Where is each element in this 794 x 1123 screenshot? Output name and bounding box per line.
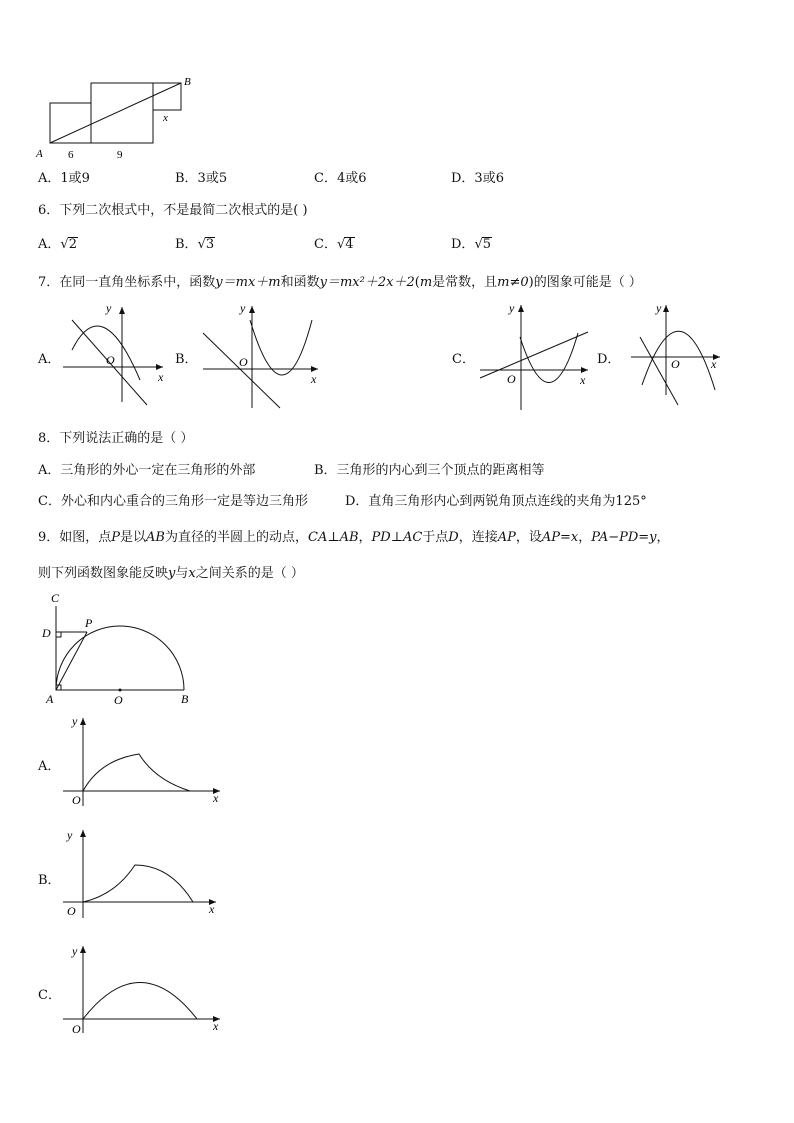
q7-a-y-label: y	[106, 301, 112, 315]
q9-stem-text: ，设	[515, 530, 542, 545]
q9-label-a: A	[46, 692, 54, 706]
q8-option-c[interactable]: C．外心和内心重合的三角形一定是等边三角形	[38, 494, 308, 509]
q6-option-b-radicand: 3	[205, 237, 215, 252]
q8-option-b[interactable]: B．三角形的内心到三个顶点的距离相等	[314, 463, 545, 478]
q7-stem-var-m: m	[419, 275, 433, 290]
q9-b-y-label: y	[67, 828, 73, 842]
q9-stem-text: 与	[175, 566, 189, 581]
q9-label-b: B	[181, 692, 189, 706]
q6-option-a-radicand: 2	[68, 237, 77, 252]
radical-sign-icon: √	[474, 237, 483, 252]
q7-stem-part: )的图象可能是（ ）	[528, 275, 642, 290]
q9-stem-text: ，	[656, 530, 670, 545]
q9-label-d: D	[42, 626, 51, 640]
q7-b-x-label: x	[311, 372, 317, 386]
q5-label-a: A	[36, 148, 43, 160]
q6-stem: 6．下列二次根式中，不是最简二次根式的是( )	[38, 203, 308, 218]
q7-stem-part: (	[414, 275, 420, 290]
q5-label-x: x	[163, 112, 168, 124]
q9-def-x: AP=x	[541, 530, 579, 545]
q7-d-y-label: y	[656, 301, 662, 315]
q9-stem-text: 于点	[422, 530, 449, 545]
q9-option-b[interactable]: B．	[38, 873, 61, 888]
q8-stem: 8．下列说法正确的是（ ）	[38, 431, 194, 446]
q9-graph-c	[63, 946, 220, 1033]
curve	[83, 983, 197, 1020]
q6-option-d-radicand: 5	[482, 237, 492, 252]
q6-option-a-letter: A．	[38, 237, 61, 252]
q9-c-origin-label: O	[72, 1022, 81, 1036]
q9-var-p: P	[111, 530, 121, 545]
q7-stem-quadratic-fn: y＝mx²＋2x＋2	[319, 275, 415, 290]
q9-cond-ca-ab: CA⊥AB	[308, 530, 359, 545]
q9-var-x: x	[188, 566, 196, 581]
q6-option-c-letter: C．	[314, 237, 337, 252]
q9-graph-b	[63, 830, 216, 918]
q7-stem-linear-fn: y＝mx＋m	[215, 275, 281, 290]
q5-option-b[interactable]: B．3或5	[175, 171, 228, 186]
q9-label-o: O	[114, 693, 123, 707]
q9-label-c: C	[51, 591, 60, 605]
q7-a-origin-label: O	[106, 353, 115, 367]
radical-sign-icon: √	[197, 237, 206, 252]
q9-graph-a	[63, 718, 220, 806]
q7-option-a[interactable]: A．	[38, 352, 61, 367]
q9-var-ap: AP	[497, 530, 516, 545]
radical-sign-icon: √	[336, 237, 346, 252]
q9-option-a[interactable]: A．	[38, 759, 61, 774]
q7-d-x-label: x	[711, 357, 717, 371]
q9-a-origin-label: O	[72, 793, 81, 807]
q7-stem-part: 是常数，且	[432, 275, 498, 290]
q9-stem-text: ，	[358, 530, 372, 545]
q9-stem-text: 为直径的半圆上的动点，	[165, 530, 309, 545]
q7-option-d[interactable]: D．	[597, 352, 621, 367]
q5-label-6: 6	[68, 149, 74, 161]
q9-cond-pd-ac: PD⊥AC	[371, 530, 423, 545]
q7-stem-part: 和函数	[280, 275, 320, 290]
q9-def-y: PA−PD=y	[591, 530, 657, 545]
q9-label-p: P	[85, 616, 93, 630]
q7-stem-part: 7．在同一直角坐标系中，函数	[38, 275, 216, 290]
q9-stem-text: 之间关系的是（ ）	[195, 566, 304, 581]
q9-stem-text: ，连接	[458, 530, 498, 545]
q9-stem-text: ，	[578, 530, 592, 545]
q7-d-origin-label: O	[671, 357, 680, 371]
q9-var-d: D	[448, 530, 459, 545]
q7-a-x-label: x	[158, 370, 164, 384]
q9-stem-text: 则下列函数图象能反映	[38, 566, 169, 581]
q7-c-y-label: y	[509, 301, 515, 315]
q5-label-9: 9	[117, 149, 123, 161]
q9-c-x-label: x	[213, 1019, 219, 1033]
q9-var-ab: AB	[146, 530, 165, 545]
q6-option-b-letter: B．	[175, 237, 198, 252]
curve	[83, 865, 193, 902]
curve	[83, 754, 190, 791]
q5-option-c[interactable]: C．4或6	[314, 171, 367, 186]
q6-option-c-radicand: 4	[345, 237, 354, 252]
q7-b-y-label: y	[240, 301, 246, 315]
q8-option-a[interactable]: A．三角形的外心一定在三角形的外部	[38, 463, 256, 478]
q9-a-y-label: y	[72, 714, 78, 728]
q9-b-origin-label: O	[67, 904, 76, 918]
q9-var-y: y	[168, 566, 176, 581]
q9-a-x-label: x	[213, 791, 219, 805]
q7-option-c[interactable]: C．	[452, 352, 475, 367]
q9-option-c[interactable]: C．	[38, 988, 61, 1003]
q9-c-y-label: y	[72, 944, 78, 958]
q9-stem-text: 是以	[120, 530, 147, 545]
q9-stem-text: 9．如图，点	[38, 530, 112, 545]
q7-c-origin-label: O	[507, 372, 516, 386]
q7-b-origin-label: O	[239, 355, 248, 369]
radical-sign-icon: √	[60, 237, 69, 252]
q7-option-b[interactable]: B．	[175, 352, 198, 367]
q7-stem-condition: m≠0	[497, 275, 529, 290]
q7-c-x-label: x	[580, 373, 586, 387]
q8-option-d[interactable]: D．直角三角形内心到两锐角顶点连线的夹角为125°	[345, 494, 647, 509]
q6-option-d-letter: D．	[451, 237, 475, 252]
q5-option-a[interactable]: A．1或9	[38, 171, 90, 186]
q9-b-x-label: x	[209, 902, 215, 916]
q5-label-b: B	[184, 76, 191, 88]
q5-option-d[interactable]: D．3或6	[451, 171, 504, 186]
